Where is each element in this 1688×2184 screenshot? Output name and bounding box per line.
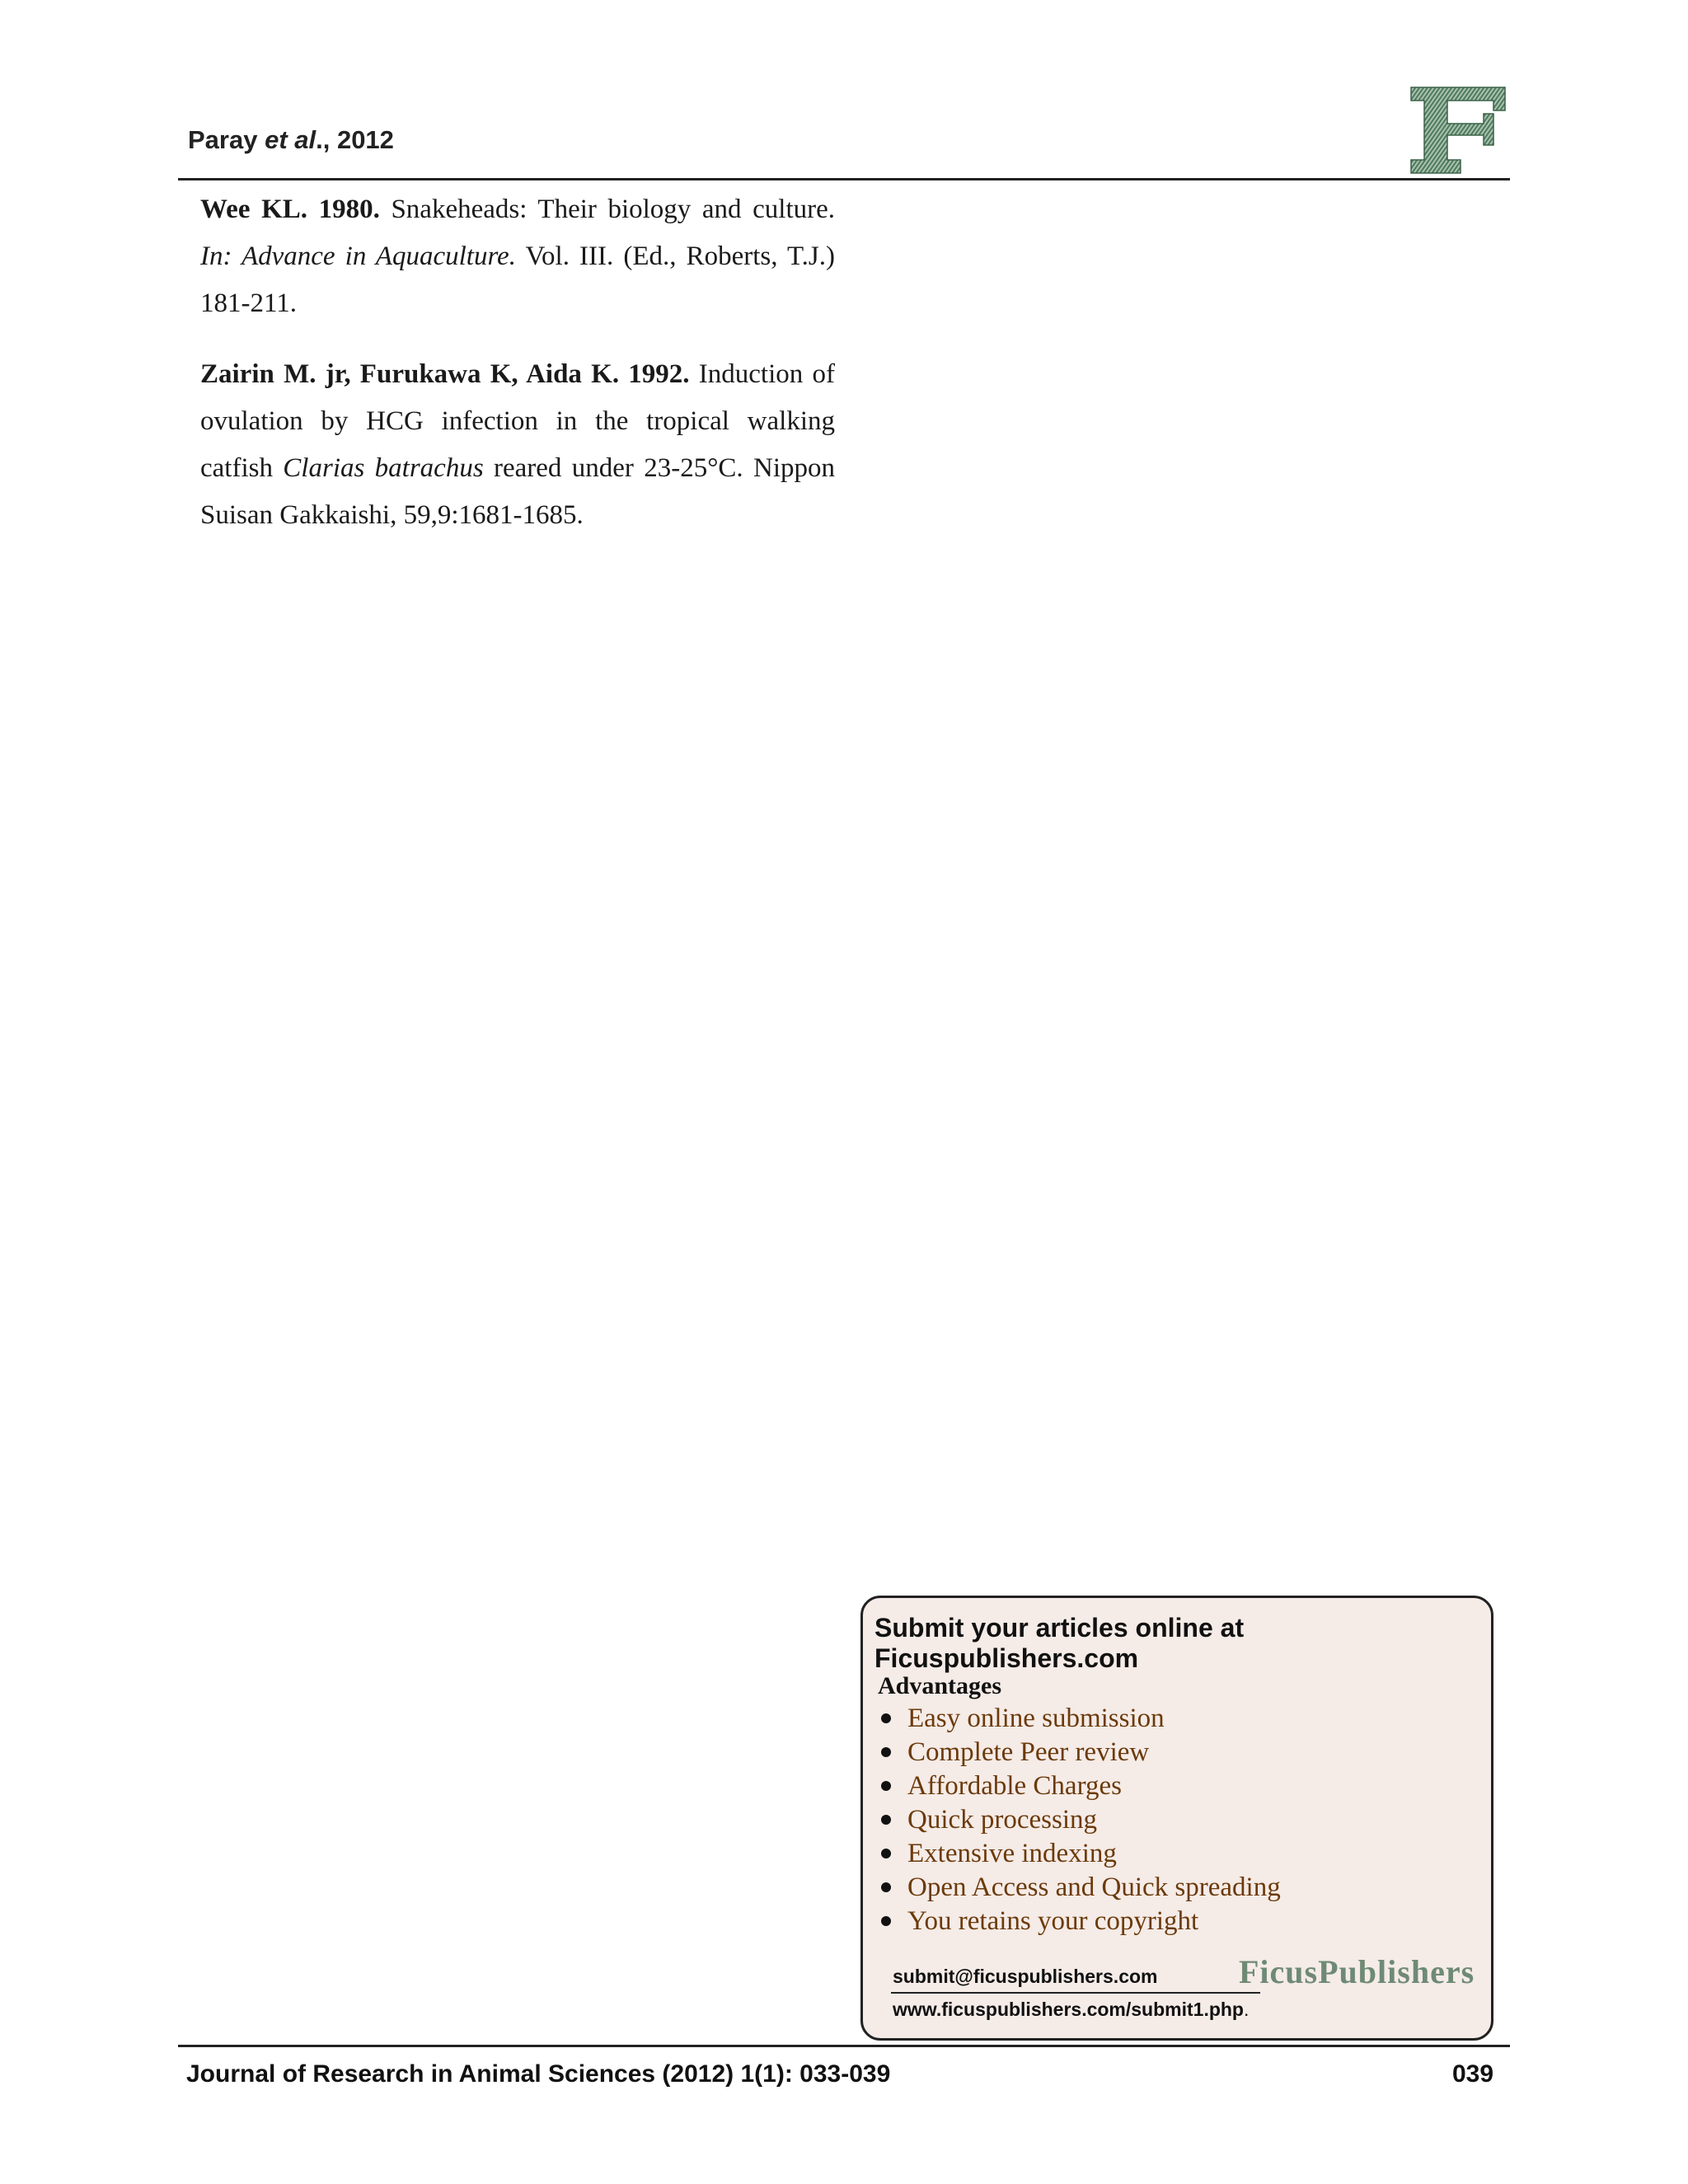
bullet-icon — [881, 1747, 891, 1757]
list-item: Open Access and Quick spreading — [878, 1871, 1281, 1905]
footer-rule — [178, 2045, 1510, 2047]
footer-journal-citation: Journal of Research in Animal Sciences (2012) 1(1): 033-039 — [186, 2060, 891, 2088]
email-underline — [891, 1992, 1260, 1994]
running-header-author: Paray et al., 2012 — [188, 125, 394, 154]
list-item: Quick processing — [878, 1803, 1281, 1837]
list-item: Extensive indexing — [878, 1837, 1281, 1871]
advantages-heading: Advantages — [878, 1672, 1002, 1699]
reference-item: Wee KL. 1980. Snakeheads: Their biology and culture. In: Advance in Aquaculture. Vol. III. (Ed., Roberts, T.J.) 181-211. — [200, 194, 836, 318]
bullet-icon — [881, 1916, 891, 1926]
bullet-icon — [881, 1781, 891, 1791]
submission-website-link[interactable]: www.ficuspublishers.com/submit1.php. — [893, 1999, 1250, 2020]
bullet-icon — [881, 1713, 891, 1723]
submit-box-title: Submit your articles online at Ficuspublishers.com — [874, 1613, 1245, 1673]
page-number: 039 — [1452, 2060, 1494, 2088]
header-rule — [178, 178, 1510, 180]
submission-email-link[interactable]: submit@ficuspublishers.com — [893, 1966, 1158, 1987]
publisher-logo-icon — [1408, 86, 1508, 175]
references-list — [200, 186, 835, 563]
advantages-list — [878, 1702, 1281, 1938]
bullet-icon — [881, 1815, 891, 1825]
reference-item: Zairin M. jr, Furukawa K, Aida K. 1992. Induction of ovulation by HCG infection in the tropical walking catfish Clarias batrachus reared under 23-25°C. Nippon Suisan Gakkaishi, 59,9:1681-1685. — [200, 359, 835, 530]
ficus-publishers-logo: FicusPublishers — [1239, 1953, 1475, 1990]
list-item: Complete Peer review — [878, 1736, 1281, 1769]
list-item: You retains your copyright — [878, 1905, 1281, 1938]
list-item: Affordable Charges — [878, 1769, 1281, 1803]
bullet-icon — [881, 1849, 891, 1858]
list-item: Easy online submission — [878, 1702, 1281, 1736]
bullet-icon — [881, 1882, 891, 1892]
submission-advert-box — [860, 1596, 1493, 2041]
